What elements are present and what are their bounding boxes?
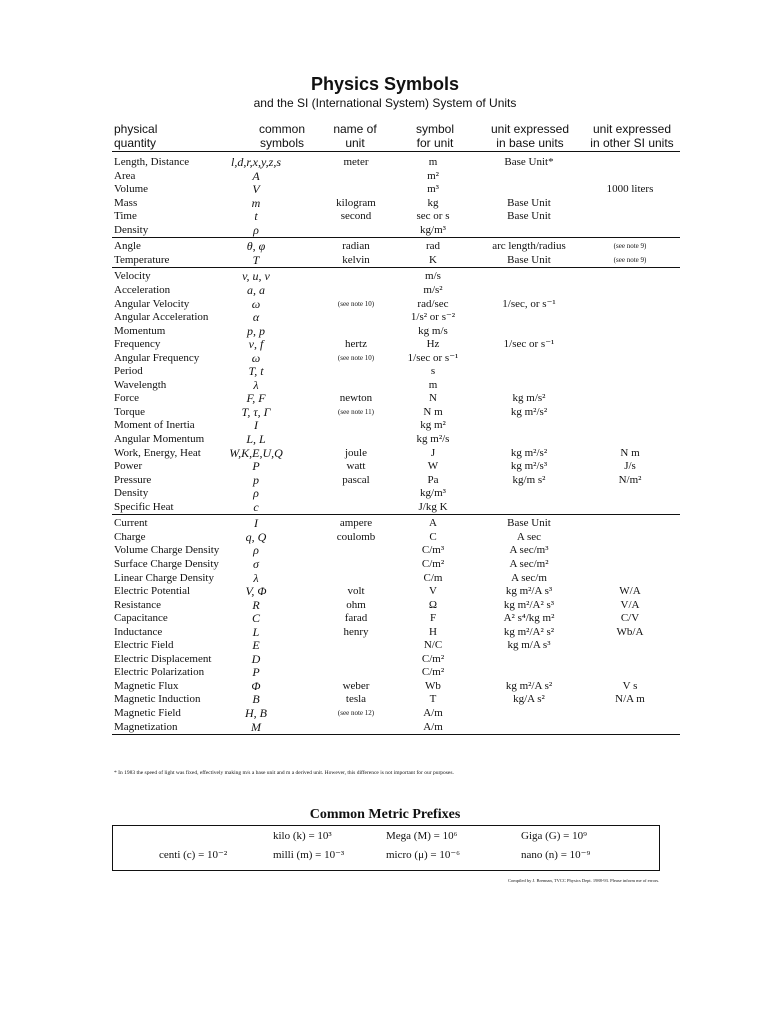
unit-symbol-cell: kg/m³ [420, 224, 446, 236]
unit-name-cell: watt [346, 460, 366, 472]
quantity-cell: Magnetic Flux [114, 680, 179, 692]
symbol-cell: m [251, 196, 261, 210]
quantity-cell: Density [114, 224, 149, 236]
symbol-cell: B [252, 692, 260, 706]
table-row [0, 324, 770, 338]
symbol-cell: E [252, 638, 260, 652]
group-divider [112, 237, 680, 238]
base-units-cell: A sec/m² [509, 558, 549, 570]
table-row [0, 196, 770, 210]
column-header-base-units: unit expressed in base units [490, 122, 570, 150]
other-units-cell: (see note 9) [613, 256, 647, 264]
base-units-cell: arc length/radius [492, 240, 566, 252]
symbol-cell: c [253, 500, 259, 514]
base-units-cell: kg m/A s³ [507, 639, 551, 651]
unit-symbol-cell: C/m² [421, 653, 445, 665]
table-row [0, 571, 770, 585]
page-title: Physics Symbols [310, 74, 460, 94]
prefix-mega: Mega (M) = 10⁶ [386, 830, 458, 842]
table-row [0, 584, 770, 598]
quantity-cell: Momentum [114, 325, 166, 337]
table-row [0, 169, 770, 183]
quantity-cell: Angular Acceleration [114, 311, 209, 323]
unit-name-cell: (see note 11) [338, 408, 374, 416]
table-row [0, 239, 770, 253]
symbol-cell: Φ [251, 679, 261, 693]
symbol-cell: σ [253, 557, 259, 571]
group-divider [112, 514, 680, 515]
other-units-cell: N/m² [618, 474, 642, 486]
other-units-cell: V s [622, 680, 638, 692]
quantity-cell: Charge [114, 531, 146, 543]
quantity-cell: Inductance [114, 626, 163, 638]
unit-symbol-cell: A/m [423, 721, 443, 733]
symbol-cell: p [253, 473, 259, 487]
unit-symbol-cell: kg m²/s [416, 433, 450, 445]
quantity-cell: Surface Charge Density [114, 558, 219, 570]
table-row [0, 155, 770, 169]
base-units-cell: kg m²/s² [510, 406, 548, 418]
base-units-cell: A² s⁴/kg m² [503, 612, 555, 624]
symbol-cell: v, u, v [242, 269, 270, 283]
quantity-cell: Velocity [114, 270, 151, 282]
table-row [0, 706, 770, 720]
unit-name-cell: henry [343, 626, 369, 638]
unit-symbol-cell: F [429, 612, 437, 624]
unit-symbol-cell: K [429, 254, 437, 266]
table-row [0, 418, 770, 432]
unit-symbol-cell: s [430, 365, 436, 377]
unit-name-cell: (see note 10) [337, 300, 375, 308]
table-row [0, 209, 770, 223]
symbol-cell: ρ [253, 543, 259, 557]
unit-name-cell: hertz [345, 338, 367, 350]
quantity-cell: Mass [114, 197, 138, 209]
unit-symbol-cell: m/s² [423, 284, 443, 296]
table-row [0, 432, 770, 446]
unit-name-cell: meter [343, 156, 369, 168]
table-row [0, 391, 770, 405]
unit-symbol-cell: rad [425, 240, 441, 252]
base-units-cell: 1/sec, or s⁻¹ [502, 298, 556, 310]
unit-symbol-cell: C/m³ [421, 544, 445, 556]
quantity-cell: Resistance [114, 599, 162, 611]
quantity-cell: Acceleration [114, 284, 171, 296]
base-units-cell: Base Unit [507, 197, 551, 209]
quantity-cell: Wavelength [114, 379, 167, 391]
unit-symbol-cell: kg m/s [418, 325, 448, 337]
unit-name-cell: farad [344, 612, 368, 624]
base-units-cell: A sec [516, 531, 542, 543]
unit-symbol-cell: N/C [423, 639, 443, 651]
quantity-cell: Magnetic Field [114, 707, 181, 719]
table-row [0, 486, 770, 500]
table-row [0, 337, 770, 351]
group-divider [112, 734, 680, 735]
table-row [0, 351, 770, 365]
base-units-cell: Base Unit [507, 210, 551, 222]
symbol-cell: L [252, 625, 260, 639]
other-units-cell: V/A [620, 599, 640, 611]
base-units-cell: Base Unit [507, 254, 551, 266]
unit-symbol-cell: kg [427, 197, 439, 209]
unit-name-cell: weber [342, 680, 370, 692]
base-units-cell: 1/sec or s⁻¹ [503, 338, 555, 350]
base-units-cell: kg m²/A² s² [503, 626, 555, 638]
symbol-cell: R [252, 598, 260, 612]
table-row [0, 364, 770, 378]
base-units-cell: kg m²/s² [510, 447, 548, 459]
table-row [0, 692, 770, 706]
quantity-cell: Electric Polarization [114, 666, 205, 678]
unit-symbol-cell: m³ [427, 183, 439, 195]
base-units-cell: kg m²/A² s³ [503, 599, 555, 611]
quantity-cell: Frequency [114, 338, 161, 350]
symbol-cell: ω [251, 351, 261, 365]
quantity-cell: Volume Charge Density [114, 544, 220, 556]
other-units-cell: (see note 9) [613, 242, 647, 250]
quantity-cell: Electric Displacement [114, 653, 212, 665]
unit-symbol-cell: A/m [423, 707, 443, 719]
unit-name-cell: volt [347, 585, 365, 597]
quantity-cell: Temperature [114, 254, 170, 266]
table-row [0, 223, 770, 237]
symbol-cell: P [252, 459, 260, 473]
table-row [0, 652, 770, 666]
table-row [0, 625, 770, 639]
unit-symbol-cell: W [427, 460, 439, 472]
symbol-cell: P [252, 665, 260, 679]
unit-symbol-cell: C/m [423, 572, 443, 584]
table-row [0, 557, 770, 571]
table-row [0, 665, 770, 679]
table-row [0, 679, 770, 693]
table-row [0, 459, 770, 473]
quantity-cell: Magnetic Induction [114, 693, 201, 705]
symbol-cell: λ [253, 378, 259, 392]
table-row [0, 611, 770, 625]
base-units-cell: Base Unit [507, 517, 551, 529]
symbol-cell: W,K,E,U,Q [229, 446, 283, 460]
column-header-other-units: unit expressed in other SI units [590, 122, 674, 150]
quantity-cell: Linear Charge Density [114, 572, 214, 584]
quantity-cell: Period [114, 365, 143, 377]
table-row [0, 297, 770, 311]
other-units-cell: C/V [620, 612, 640, 624]
unit-symbol-cell: A [429, 517, 437, 529]
unit-symbol-cell: C [429, 531, 437, 543]
quantity-cell: Angular Velocity [114, 298, 190, 310]
table-row [0, 543, 770, 557]
quantity-cell: Moment of Inertia [114, 419, 195, 431]
quantity-cell: Area [114, 170, 136, 182]
unit-name-cell: ohm [346, 599, 366, 611]
quantity-cell: Volume [114, 183, 149, 195]
table-row [0, 638, 770, 652]
quantity-cell: Capacitance [114, 612, 168, 624]
quantity-cell: Electric Potential [114, 585, 191, 597]
unit-symbol-cell: N m [423, 406, 443, 418]
footnote: * In 1983 the speed of light was fixed, effectively making m/s a base unit and m a derived unit. However, this difference is not important for our purposes. [114, 770, 454, 776]
quantity-cell: Pressure [114, 474, 152, 486]
unit-symbol-cell: H [429, 626, 437, 638]
unit-symbol-cell: N [429, 392, 437, 404]
base-units-cell: A sec/m³ [509, 544, 549, 556]
quantity-cell: Specific Heat [114, 501, 174, 513]
other-units-cell: 1000 liters [606, 183, 654, 195]
base-units-cell: kg m²/A s³ [505, 585, 553, 597]
column-header-symbols: common symbols [258, 122, 305, 150]
quantity-cell: Force [114, 392, 140, 404]
unit-symbol-cell: m [428, 379, 438, 391]
column-header-quantity: physical quantity [114, 122, 158, 150]
unit-symbol-cell: 1/s² or s⁻² [410, 311, 456, 323]
unit-name-cell: radian [342, 240, 370, 252]
unit-name-cell: coulomb [336, 531, 376, 543]
unit-symbol-cell: Wb [425, 680, 441, 692]
unit-symbol-cell: kg m² [420, 419, 446, 431]
unit-name-cell: ampere [339, 517, 373, 529]
symbol-cell: T [252, 253, 260, 267]
column-header-unit-name: name of unit [333, 122, 377, 150]
quantity-cell: Time [114, 210, 137, 222]
unit-name-cell: kilogram [336, 197, 376, 209]
prefix-centi: centi (c) = 10⁻² [159, 849, 228, 861]
unit-symbol-cell: m [428, 156, 438, 168]
symbol-cell: ρ [253, 223, 259, 237]
compiled-by: Compiled by J. Brennan, TVCC Physics Dept. 1988-93. Please inform me of errors. [508, 878, 660, 883]
base-units-cell: kg/m s² [512, 474, 546, 486]
prefix-milli: milli (m) = 10⁻³ [273, 849, 345, 861]
quantity-cell: Electric Field [114, 639, 174, 651]
symbol-cell: a, a [247, 283, 265, 297]
quantity-cell: Angular Frequency [114, 352, 200, 364]
prefixes-box [112, 825, 660, 871]
symbol-cell: V [252, 182, 260, 196]
symbol-cell: θ, φ [246, 239, 266, 253]
symbol-cell: α [252, 310, 260, 324]
symbol-cell: ρ [253, 486, 259, 500]
symbol-cell: A [252, 169, 260, 183]
base-units-cell: kg/A s² [513, 693, 545, 705]
symbol-cell: p, p [247, 324, 265, 338]
quantity-cell: Current [114, 517, 148, 529]
symbol-cell: V, Φ [245, 584, 267, 598]
table-row [0, 253, 770, 267]
unit-symbol-cell: J/kg K [418, 501, 448, 513]
symbol-cell: D [251, 652, 261, 666]
symbol-cell: H, B [245, 706, 267, 720]
symbol-cell: t [254, 209, 258, 223]
base-units-cell: Base Unit* [504, 156, 554, 168]
table-row [0, 283, 770, 297]
symbol-cell: λ [253, 571, 259, 585]
unit-symbol-cell: sec or s [416, 210, 450, 222]
other-units-cell: N/A m [615, 693, 645, 705]
header-rule [112, 151, 680, 152]
table-row [0, 310, 770, 324]
table-row [0, 378, 770, 392]
other-units-cell: Wb/A [616, 626, 644, 638]
prefixes-title: Common Metric Prefixes [309, 807, 461, 822]
unit-symbol-cell: kg/m³ [420, 487, 446, 499]
quantity-cell: Density [114, 487, 149, 499]
quantity-cell: Angular Momentum [114, 433, 205, 445]
unit-symbol-cell: Hz [426, 338, 440, 350]
symbol-cell: T, t [248, 364, 264, 378]
quantity-cell: Power [114, 460, 143, 472]
prefix-micro: micro (μ) = 10⁻⁶ [386, 849, 460, 861]
unit-symbol-cell: Ω [428, 599, 438, 611]
base-units-cell: kg m/s² [512, 392, 546, 404]
symbol-cell: ω [251, 297, 261, 311]
symbol-cell: I [254, 418, 258, 432]
unit-symbol-cell: 1/sec or s⁻¹ [407, 352, 459, 364]
symbol-cell: l,d,r,x,y,z,s [230, 155, 281, 169]
group-divider [112, 267, 680, 268]
prefix-giga: Giga (G) = 10⁹ [521, 830, 587, 842]
table-row [0, 516, 770, 530]
symbol-cell: I [254, 516, 258, 530]
base-units-cell: A sec/m [511, 572, 547, 584]
unit-symbol-cell: T [429, 693, 437, 705]
table-row [0, 269, 770, 283]
unit-symbol-cell: Pa [427, 474, 439, 486]
table-row [0, 598, 770, 612]
symbol-cell: T, τ, Γ [241, 405, 271, 419]
unit-symbol-cell: C/m² [421, 666, 445, 678]
table-row [0, 500, 770, 514]
unit-symbol-cell: V [429, 585, 437, 597]
table-row [0, 473, 770, 487]
page-subtitle: and the SI (International System) System of Units [253, 96, 517, 110]
quantity-cell: Magnetization [114, 721, 178, 733]
unit-symbol-cell: m/s [425, 270, 441, 282]
unit-symbol-cell: J [430, 447, 436, 459]
unit-name-cell: (see note 10) [337, 354, 375, 362]
unit-name-cell: (see note 12) [337, 709, 375, 717]
unit-name-cell: kelvin [342, 254, 370, 266]
table-row [0, 720, 770, 734]
column-header-unit-symbol: symbol for unit [415, 122, 454, 150]
unit-name-cell: pascal [342, 474, 370, 486]
prefix-kilo: kilo (k) = 10³ [273, 830, 332, 842]
unit-name-cell: tesla [345, 693, 367, 705]
base-units-cell: kg m²/s³ [510, 460, 548, 472]
base-units-cell: kg m²/A s² [505, 680, 553, 692]
unit-symbol-cell: rad/sec [417, 298, 449, 310]
symbol-cell: F, F [246, 391, 266, 405]
table-row [0, 182, 770, 196]
symbol-cell: L, L [246, 432, 266, 446]
table-row [0, 446, 770, 460]
symbol-cell: M [251, 720, 261, 734]
unit-symbol-cell: m² [427, 170, 439, 182]
symbol-cell: q, Q [245, 530, 267, 544]
prefix-nano: nano (n) = 10⁻⁹ [521, 849, 591, 861]
unit-name-cell: newton [339, 392, 373, 404]
table-row [0, 530, 770, 544]
table-row [0, 405, 770, 419]
symbol-cell: C [251, 611, 260, 625]
symbol-cell: ν, f [248, 337, 264, 351]
other-units-cell: N m [620, 447, 640, 459]
unit-symbol-cell: C/m² [421, 558, 445, 570]
other-units-cell: J/s [624, 460, 636, 472]
unit-name-cell: second [340, 210, 372, 222]
quantity-cell: Work, Energy, Heat [114, 447, 201, 459]
quantity-cell: Torque [114, 406, 145, 418]
unit-name-cell: joule [345, 447, 367, 459]
other-units-cell: W/A [619, 585, 641, 597]
quantity-cell: Length, Distance [114, 156, 190, 168]
quantity-cell: Angle [114, 240, 141, 252]
